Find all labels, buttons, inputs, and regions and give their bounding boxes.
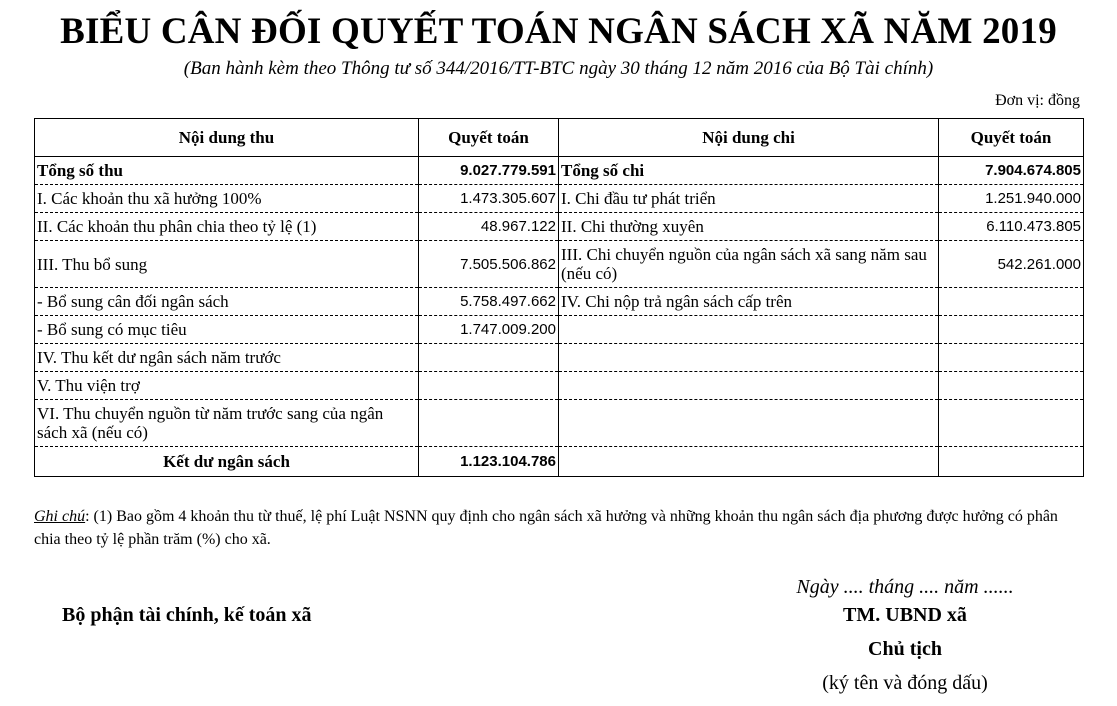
income-label: VI. Thu chuyển nguồn từ năm trước sang của ngân sách xã (nếu có)	[35, 400, 419, 447]
income-value	[419, 372, 559, 400]
committee-label: TM. UBND xã	[843, 604, 967, 626]
expense-value	[939, 447, 1084, 477]
income-label: - Bổ sung cân đối ngân sách	[35, 288, 419, 316]
chairman-label: Chủ tịch	[868, 638, 942, 660]
income-value: 5.758.497.662	[419, 288, 559, 316]
income-label: - Bổ sung có mục tiêu	[35, 316, 419, 344]
income-label: III. Thu bổ sung	[35, 241, 419, 288]
footnote-text: : (1) Bao gồm 4 khoản thu từ thuế, lệ phí Luật NSNN quy định cho ngân sách xã hưởng và những khoản thu ngân sách địa phương được hưởng có phân chia theo tỷ lệ phần trăm (%) cho xã.	[34, 508, 1058, 548]
expense-label: III. Chi chuyển nguồn của ngân sách xã sang năm sau (nếu có)	[559, 241, 939, 288]
expense-value: 6.110.473.805	[939, 213, 1084, 241]
table-row	[35, 185, 1084, 213]
unit-label: Đơn vị: đồng	[995, 92, 1080, 109]
footnote-label: Ghi chú	[34, 508, 86, 525]
expense-label	[559, 344, 939, 372]
income-value: 7.505.506.862	[419, 241, 559, 288]
table-row	[35, 344, 1084, 372]
table-row	[35, 447, 1084, 477]
expense-label	[559, 447, 939, 477]
expense-value	[939, 344, 1084, 372]
finance-dept-label: Bộ phận tài chính, kế toán xã	[62, 604, 312, 626]
expense-value: 7.904.674.805	[939, 157, 1084, 185]
expense-value	[939, 316, 1084, 344]
expense-label: IV. Chi nộp trả ngân sách cấp trên	[559, 288, 939, 316]
expense-value: 542.261.000	[939, 241, 1084, 288]
income-value	[419, 344, 559, 372]
expense-label	[559, 400, 939, 447]
income-label: I. Các khoản thu xã hưởng 100%	[35, 185, 419, 213]
header-income-content: Nội dung thu	[35, 119, 419, 157]
expense-value	[939, 372, 1084, 400]
table-row	[35, 316, 1084, 344]
sign-note: (ký tên và đóng dấu)	[822, 672, 988, 694]
date-line: Ngày .... tháng .... năm ......	[796, 576, 1014, 598]
income-label: IV. Thu kết dư ngân sách năm trước	[35, 344, 419, 372]
expense-label: II. Chi thường xuyên	[559, 213, 939, 241]
income-label: II. Các khoản thu phân chia theo tỷ lệ (1)	[35, 213, 419, 241]
income-value	[419, 400, 559, 447]
table-row	[35, 400, 1084, 447]
expense-value	[939, 288, 1084, 316]
income-value: 48.967.122	[419, 213, 559, 241]
expense-label	[559, 372, 939, 400]
header-expense-content: Nội dung chi	[559, 119, 939, 157]
table-row	[35, 157, 1084, 185]
income-label: Kết dư ngân sách	[35, 447, 419, 477]
header-expense-value: Quyết toán	[939, 119, 1084, 157]
income-value: 9.027.779.591	[419, 157, 559, 185]
income-value: 1.747.009.200	[419, 316, 559, 344]
table-row	[35, 241, 1084, 288]
page-title: BIỂU CÂN ĐỐI QUYẾT TOÁN NGÂN SÁCH XÃ NĂM 2019	[60, 11, 1057, 52]
footnote	[34, 505, 1084, 551]
income-value: 1.123.104.786	[419, 447, 559, 477]
table-row	[35, 288, 1084, 316]
income-label: Tổng số thu	[35, 157, 419, 185]
budget-table	[34, 118, 1084, 477]
expense-label	[559, 316, 939, 344]
expense-value: 1.251.940.000	[939, 185, 1084, 213]
table-row	[35, 213, 1084, 241]
table-header-row	[35, 119, 1084, 157]
income-value: 1.473.305.607	[419, 185, 559, 213]
expense-label: I. Chi đầu tư phát triển	[559, 185, 939, 213]
header-income-value: Quyết toán	[419, 119, 559, 157]
expense-label: Tổng số chi	[559, 157, 939, 185]
table-row	[35, 372, 1084, 400]
page-subtitle: (Ban hành kèm theo Thông tư số 344/2016/TT-BTC ngày 30 tháng 12 năm 2016 của Bộ Tài chính)	[183, 58, 934, 79]
income-label: V. Thu viện trợ	[35, 372, 419, 400]
expense-value	[939, 400, 1084, 447]
